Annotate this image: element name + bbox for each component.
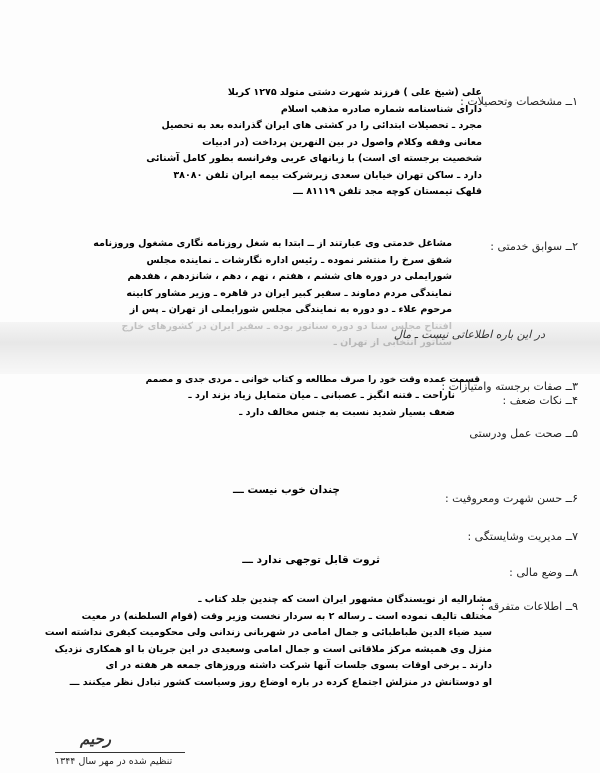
section-4-body — [95, 388, 455, 421]
section-3-body — [60, 372, 480, 389]
s3-line: قسمت عمده وقت خود را صرف مطالعه و کتاب خوانی ـ مردی جدی و مصمم — [145, 375, 480, 385]
s2-line: نمایندگی مردم دماوند ـ سفیر کبیر ایران در قاهره ـ وزیر مشاور کابینه — [126, 287, 452, 299]
s4-line: ناراحت ـ فتنه انگیز ـ عصبانی ـ میان متمایل زیاد بزند ارد ـ — [188, 390, 455, 401]
label-8-finances: ۸ــ وضع مالی : — [509, 566, 578, 579]
handwritten-margin-note: در این باره اطلاعاتی نیست ـ مال — [393, 328, 545, 341]
s9-line: دارند ـ برخی اوقات بسوی جلسات آنها شرکت داشته وروزهای جمعه هر هفته در ای — [105, 660, 492, 671]
label-6-reputation: ۶ــ حسن شهرت ومعروفیت : — [444, 492, 578, 505]
s1-line: دارای شناسنامه شماره صادره مذهب اسلام — [280, 103, 482, 115]
s2-line: مشاغل خدمتی وی عبارتند از ــ ابتدا به شغل روزنامه نگاری مشغول وروزنامه — [93, 238, 452, 249]
s9-line: او دوستانش در منزلش اجتماع کرده در باره اوضاع روز وسیاست کشور تبادل نظر میکنند ـــ — [69, 676, 492, 688]
s9-line: سید ضیاء الدین طباطبائی و جمال امامی در شهربانی زندانی ولی محکومیت کیفری نداشته است — [44, 627, 492, 638]
label-2-service: ۲ــ سوابق خدمتی : — [490, 240, 578, 253]
s9-line: مختلف تالیف نموده است ـ رساله ۲ به سردار نخست وزیر وقت (قوام السلطنه) در معیت — [81, 610, 492, 622]
s9-line: منزل وی همیشه مرکز ملاقاتی است و جمال امامی وسعیدی در این جریان با او همکاری نزدیک — [54, 643, 492, 655]
label-5-integrity: ۵ــ صحت عمل ودرستی — [469, 427, 578, 440]
label-7-management: ۷ــ مدیریت وشایستگی : — [467, 530, 578, 543]
section-1-body — [32, 85, 482, 201]
s9-line: مشارالیه از نویسندگان مشهور ایران است که چندین جلد کتاب ـ — [198, 594, 492, 605]
section-6-body — [200, 482, 340, 499]
s2-line: مرحوم علاء ـ دو دوره به نمایندگی مجلس شورایملی از تهران ـ پس از — [129, 304, 452, 315]
s1-line: دارد ـ ساکن تهران خیابان سعدی زیرشرکت بیمه ایران تلفن ۳۸۰۸۰ — [173, 169, 482, 181]
section-9-body — [32, 592, 492, 691]
s1-line: قلهک تیمستان کوچه مجد تلفن ۸۱۱۱۹ ـــ — [293, 186, 482, 197]
s2-line: شفق سرخ را منتشر نموده ـ رئیس اداره نگارشات ـ نماینده مجلس — [146, 254, 452, 266]
s1-line: معانی وفقه وکلام واصول در بین النهرین پرداخت (در ادبیات — [202, 136, 482, 148]
s1-line: علی (شیخ علی ) فرزند شهرت دشتی متولد ۱۲۷۵ کربلا — [227, 87, 482, 98]
s1-line: شخصیت برجسته ای است) با زبانهای عربی وفرانسه بطور کامل آشنائی — [146, 153, 482, 164]
prepared-date: تنظیم شده در مهر سال ۱۳۴۴ — [55, 756, 173, 767]
s6-line: چندان خوب نیست ـــ — [233, 484, 340, 496]
s4-line: ضعف بسیار شدید نسبت به جنس مخالف دارد ـ — [239, 406, 455, 418]
label-4-weaknesses: ۴ــ نکات ضعف : — [502, 394, 578, 407]
s1-line: مجرد ـ تحصیلات ابتدائی را در کشتی های ایران گذرانده بعد به تحصیل — [161, 120, 482, 131]
section-8-body — [190, 552, 380, 569]
signature-underline — [55, 752, 185, 753]
label-9-misc: ۹ــ اطلاعات متفرقه : — [480, 600, 578, 613]
signature: رحیم — [80, 730, 112, 748]
label-3-traits: ۳ــ صفات برجسته وامتیازات : — [441, 380, 578, 393]
s8-line: ثروت قابل توجهی ندارد ـــ — [242, 554, 380, 566]
s2-line: شورایملی در دوره های ششم ، هفتم ، نهم ، دهم ، شانزدهم ، هفدهم — [127, 271, 452, 282]
label-1-identity: ۱ــ مشخصات وتحصیلات : — [460, 95, 578, 108]
